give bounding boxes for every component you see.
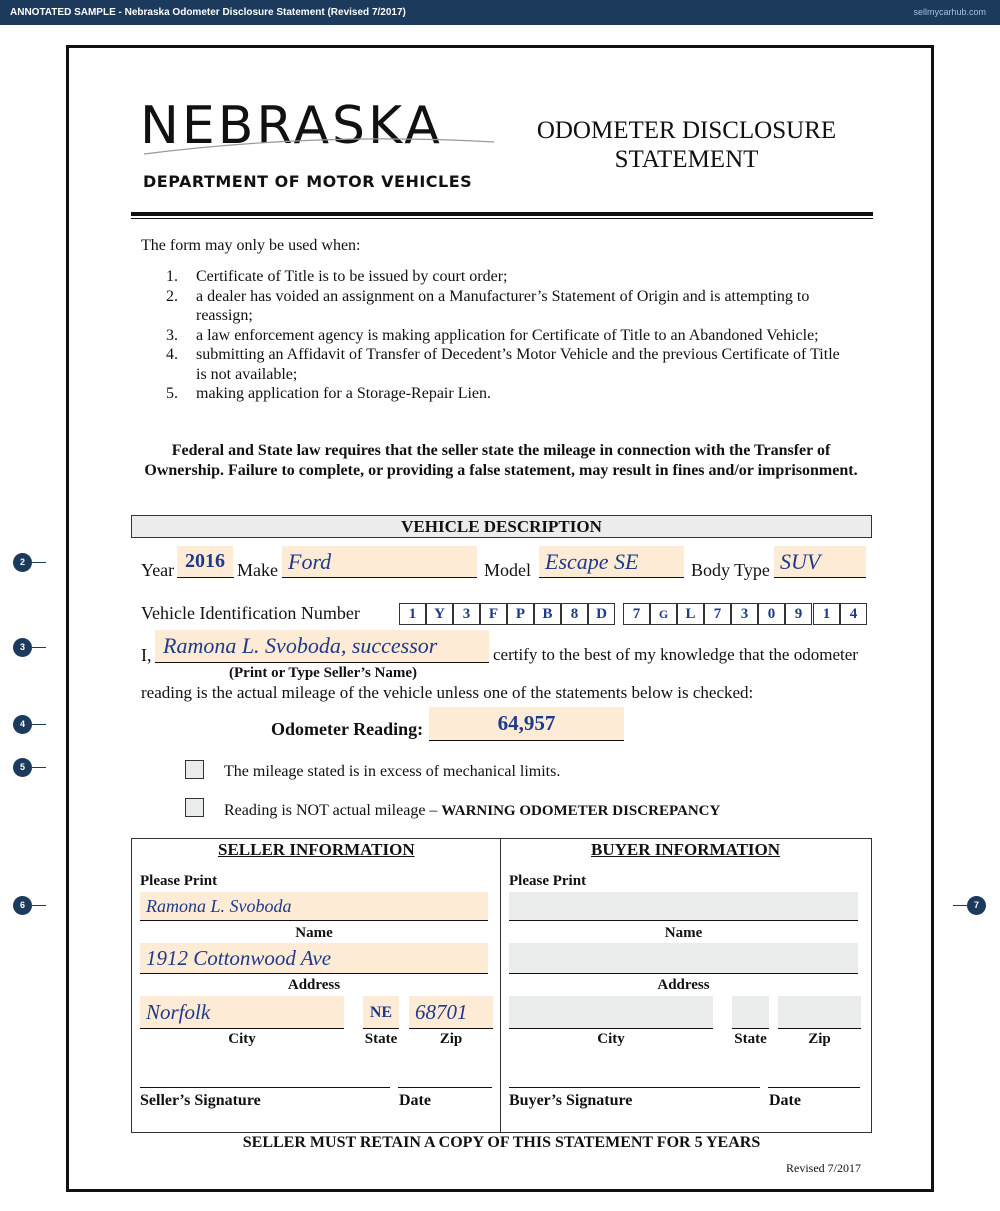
marker-leader	[953, 905, 967, 906]
buyer-info-title: BUYER INFORMATION	[591, 840, 781, 859]
buyer-please-print: Please Print	[509, 873, 587, 889]
model-field[interactable]: Escape SE	[539, 546, 684, 577]
seller-state-line	[363, 1028, 399, 1029]
annotation-banner	[0, 0, 1000, 25]
make-underline	[282, 577, 477, 578]
seller-name-certify-field[interactable]: Ramona L. Svoboda, successor	[155, 630, 489, 662]
seller-zip-caption: Zip	[439, 1031, 463, 1047]
vehicle-description-header: VEHICLE DESCRIPTION	[131, 515, 872, 538]
buyer-state-line	[732, 1028, 769, 1029]
seller-please-print: Please Print	[140, 873, 218, 889]
buyer-state-field[interactable]	[732, 996, 769, 1028]
seller-zip-field[interactable]: 68701	[409, 996, 493, 1028]
revision-date: Revised 7/2017	[786, 1161, 861, 1175]
model-underline	[539, 577, 684, 578]
vin-char-box[interactable]: 0	[758, 603, 785, 625]
seller-address-caption: Address	[287, 977, 341, 993]
buyer-address-field[interactable]	[509, 943, 858, 973]
marker-leader	[32, 905, 46, 906]
header-rule	[131, 212, 873, 216]
vin-char-box[interactable]: F	[480, 603, 507, 625]
vin-char-box[interactable]: D	[588, 603, 615, 625]
buyer-zip-caption: Zip	[808, 1031, 831, 1047]
marker-leader	[32, 647, 46, 648]
buyer-name-field[interactable]	[509, 892, 858, 920]
banner-site[interactable]: sellmycarhub.com	[913, 7, 986, 17]
body-type-label: Body Type	[691, 560, 770, 580]
annotation-marker-7: 7	[967, 896, 986, 915]
vin-char-box[interactable]: 9	[785, 603, 812, 625]
form-page	[66, 45, 934, 1192]
vin-char-box[interactable]: B	[534, 603, 561, 625]
seller-city-caption: City	[228, 1031, 256, 1047]
buyer-city-caption: City	[597, 1031, 625, 1047]
not-actual-mileage-label: Reading is NOT actual mileage – WARNING ODOMETER DISCREPANCY	[224, 802, 721, 819]
vin-char-box[interactable]: 8	[561, 603, 588, 625]
not-actual-mileage-checkbox[interactable]	[185, 798, 204, 817]
buyer-zip-field[interactable]	[778, 996, 861, 1028]
make-label: Make	[237, 560, 278, 580]
vin-char-box[interactable]: P	[507, 603, 534, 625]
header-rule-thin	[131, 218, 873, 219]
marker-leader	[32, 724, 46, 725]
vin-char-box[interactable]: L	[677, 603, 704, 625]
seller-info-title: SELLER INFORMATION	[218, 840, 415, 859]
odometer-reading-field[interactable]: 64,957	[429, 707, 624, 740]
seller-name-caption: Name	[295, 925, 333, 941]
nebraska-logo-wordmark: NEBRASKA	[140, 96, 443, 156]
logo-swoosh-icon	[139, 128, 499, 158]
seller-state-field[interactable]: NE	[363, 996, 399, 1028]
seller-address-field[interactable]: 1912 Cottonwood Ave	[140, 943, 488, 973]
seller-zip-line	[409, 1028, 493, 1029]
list-item: 2. a dealer has voided an assignment on a Manufacturer’s Statement of Origin and is attempting to reassign;	[166, 287, 810, 324]
model-label: Model	[484, 560, 531, 580]
vin-char-box[interactable]: 1	[813, 603, 840, 625]
vin-char-box[interactable]: G	[650, 603, 677, 625]
seller-name-caption: (Print or Type Seller’s Name)	[229, 665, 418, 681]
buyer-city-field[interactable]	[509, 996, 713, 1028]
annotation-marker-6: 6	[13, 896, 32, 915]
dmv-logo-subtitle: DEPARTMENT OF MOTOR VEHICLES	[143, 172, 473, 191]
seller-city-field[interactable]: Norfolk	[140, 996, 344, 1028]
list-item: 1. Certificate of Title is to be issued by court order;	[166, 268, 508, 285]
vin-char-box[interactable]: Y	[426, 603, 453, 625]
seller-name-underline	[155, 662, 489, 663]
vin-label: Vehicle Identification Number	[141, 603, 360, 623]
vin-char-box[interactable]: 7	[704, 603, 731, 625]
certify-prefix: I,	[141, 645, 152, 665]
usage-intro: The form may only be used when:	[141, 237, 361, 254]
list-item: 4. submitting an Affidavit of Transfer of Decedent’s Motor Vehicle and the previous Certificate of Title is not available;	[166, 346, 840, 383]
buyer-name-caption: Name	[664, 925, 703, 941]
seller-signature-caption: Seller’s Signature	[140, 1092, 261, 1109]
make-field[interactable]: Ford	[282, 546, 477, 577]
annotation-marker-2: 2	[13, 553, 32, 572]
form-title: ODOMETER DISCLOSURE STATEMENT	[536, 117, 837, 173]
excess-mileage-checkbox[interactable]	[185, 760, 204, 779]
vin-char-box[interactable]: 1	[399, 603, 426, 625]
seller-state-caption: State	[364, 1031, 398, 1047]
year-label: Year	[141, 560, 175, 580]
year-field[interactable]: 2016	[177, 546, 233, 577]
vin-char-box[interactable]: 3	[453, 603, 480, 625]
vin-char-box[interactable]: 3	[731, 603, 758, 625]
excess-mileage-label: The mileage stated is in excess of mechanical limits.	[224, 763, 561, 780]
buyer-date-caption: Date	[769, 1092, 801, 1109]
seller-date-line[interactable]	[398, 1087, 492, 1088]
list-item: 5. making application for a Storage-Repair Lien.	[166, 385, 492, 402]
seller-city-line	[140, 1028, 344, 1029]
marker-leader	[32, 562, 46, 563]
body-type-underline	[774, 577, 866, 578]
list-item: 3. a law enforcement agency is making application for Certificate of Title to an Abandoned Vehicle;	[166, 326, 819, 344]
buyer-signature-line[interactable]	[509, 1087, 760, 1088]
vin-char-box[interactable]: 7	[623, 603, 650, 625]
buyer-address-caption: Address	[657, 977, 710, 993]
certify-line2: reading is the actual mileage of the vehicle unless one of the statements below is checked:	[141, 683, 754, 702]
body-type-field[interactable]: SUV	[774, 546, 866, 577]
banner-title: ANNOTATED SAMPLE - Nebraska Odometer Disclosure Statement (Revised 7/2017)	[10, 7, 406, 18]
buyer-signature-caption: Buyer’s Signature	[509, 1092, 633, 1109]
odometer-label: Odometer Reading:	[271, 719, 424, 739]
buyer-address-line	[509, 973, 858, 974]
seller-address-line	[140, 973, 488, 974]
seller-name-field[interactable]: Ramona L. Svoboda	[140, 892, 488, 920]
buyer-city-line	[509, 1028, 713, 1029]
seller-date-caption: Date	[399, 1092, 431, 1109]
vin-char-box[interactable]: 4	[840, 603, 867, 625]
usage-conditions-list	[166, 267, 846, 404]
buyer-state-caption: State	[734, 1031, 767, 1047]
certify-suffix: certify to the best of my knowledge that the odometer	[493, 645, 858, 664]
section-divider	[500, 839, 501, 1132]
retain-copy-notice: SELLER MUST RETAIN A COPY OF THIS STATEMENT FOR 5 YEARS	[242, 1134, 761, 1151]
annotation-marker-4: 4	[13, 715, 32, 734]
year-underline	[177, 577, 234, 578]
buyer-date-line[interactable]	[768, 1087, 860, 1088]
annotation-marker-5: 5	[13, 758, 32, 777]
annotation-marker-3: 3	[13, 638, 32, 657]
seller-buyer-section	[131, 838, 872, 1133]
seller-signature-line[interactable]	[140, 1087, 390, 1088]
legal-warning: Federal and State law requires that the seller state the mileage in connection with the Transfer of Ownership. Failure to complete, or providing a false statement, may result in fines and/or imprisonment.	[144, 442, 858, 479]
buyer-name-line	[509, 920, 858, 921]
seller-name-line	[140, 920, 488, 921]
buyer-zip-line	[778, 1028, 861, 1029]
marker-leader	[32, 767, 46, 768]
odometer-underline	[429, 740, 624, 741]
